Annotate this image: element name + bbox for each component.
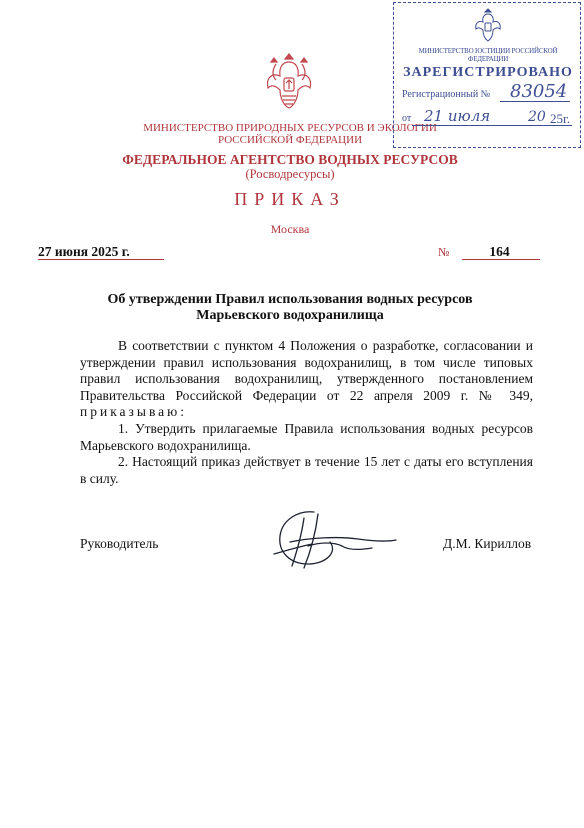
stamp-ministry: МИНИСТЕРСТВО ЮСТИЦИИ РОССИЙСКОЙ ФЕДЕРАЦИИ (418, 47, 558, 63)
preamble-text: В соответствии с пунктом 4 Положения о разработке, согласовании и утверждении правил использования водохранилищ, в том числе типовых правил использования водохранилищ, утвержденного постановлением Правительства Российской Федерации от 22 апреля 2009 г. № 349, (80, 338, 533, 403)
stamp-reg-number: 83054 (510, 81, 568, 102)
registration-stamp (393, 2, 581, 148)
stamp-date-underline (412, 125, 572, 126)
title-line-2: Марьевского водохранилища (196, 308, 384, 323)
order-word: приказываю: (80, 404, 187, 420)
city: Москва (270, 222, 310, 236)
document-body (80, 338, 533, 487)
ministry-line-1: МИНИСТЕРСТВО ПРИРОДНЫХ РЕСУРСОВ И ЭКОЛОГИИ (143, 122, 437, 134)
agency-name: ФЕДЕРАЛЬНОЕ АГЕНТСТВО ВОДНЫХ РЕСУРСОВ (122, 152, 458, 167)
number-sign: № (438, 245, 450, 259)
date-underline (38, 259, 164, 260)
ministry-line-2: РОССИЙСКОЙ ФЕДЕРАЦИИ (217, 134, 363, 146)
paragraph-preamble (80, 338, 533, 421)
signatory-name: Д.М. Кириллов (443, 536, 532, 551)
stamp-date-prefix: от (402, 113, 412, 124)
order-number: 164 (489, 244, 510, 259)
coat-of-arms-emblem (262, 50, 316, 112)
agency-short-name: (Росводресурсы) (245, 167, 335, 181)
document-title (70, 292, 510, 324)
signatory-role: Руководитель (80, 536, 159, 551)
stamp-year-suffix: 25г. (550, 111, 571, 126)
stamp-reg-date: 21 июля (424, 107, 491, 125)
stamp-reg-label: Регистрационный № (402, 89, 491, 100)
number-underline (462, 259, 540, 260)
title-line-1: Об утверждении Правил использования водных ресурсов (107, 292, 473, 307)
stamp-number-underline (500, 101, 570, 102)
stamp-registered: ЗАРЕГИСТРИРОВАНО (403, 65, 573, 80)
document-type: ПРИКАЗ (234, 189, 346, 209)
paragraph-item-2: 2. Настоящий приказ действует в течение 15 лет с даты его вступления в силу. (80, 454, 533, 486)
paragraph-item-1: 1. Утвердить прилагаемые Правила использования водных ресурсов Марьевского водохранилища. (80, 420, 533, 453)
stamp-emblem-icon (472, 7, 504, 43)
stamp-year-handwritten: 20 (528, 109, 546, 125)
order-date: 27 июня 2025 г. (38, 244, 130, 259)
handwritten-signature (268, 506, 398, 574)
